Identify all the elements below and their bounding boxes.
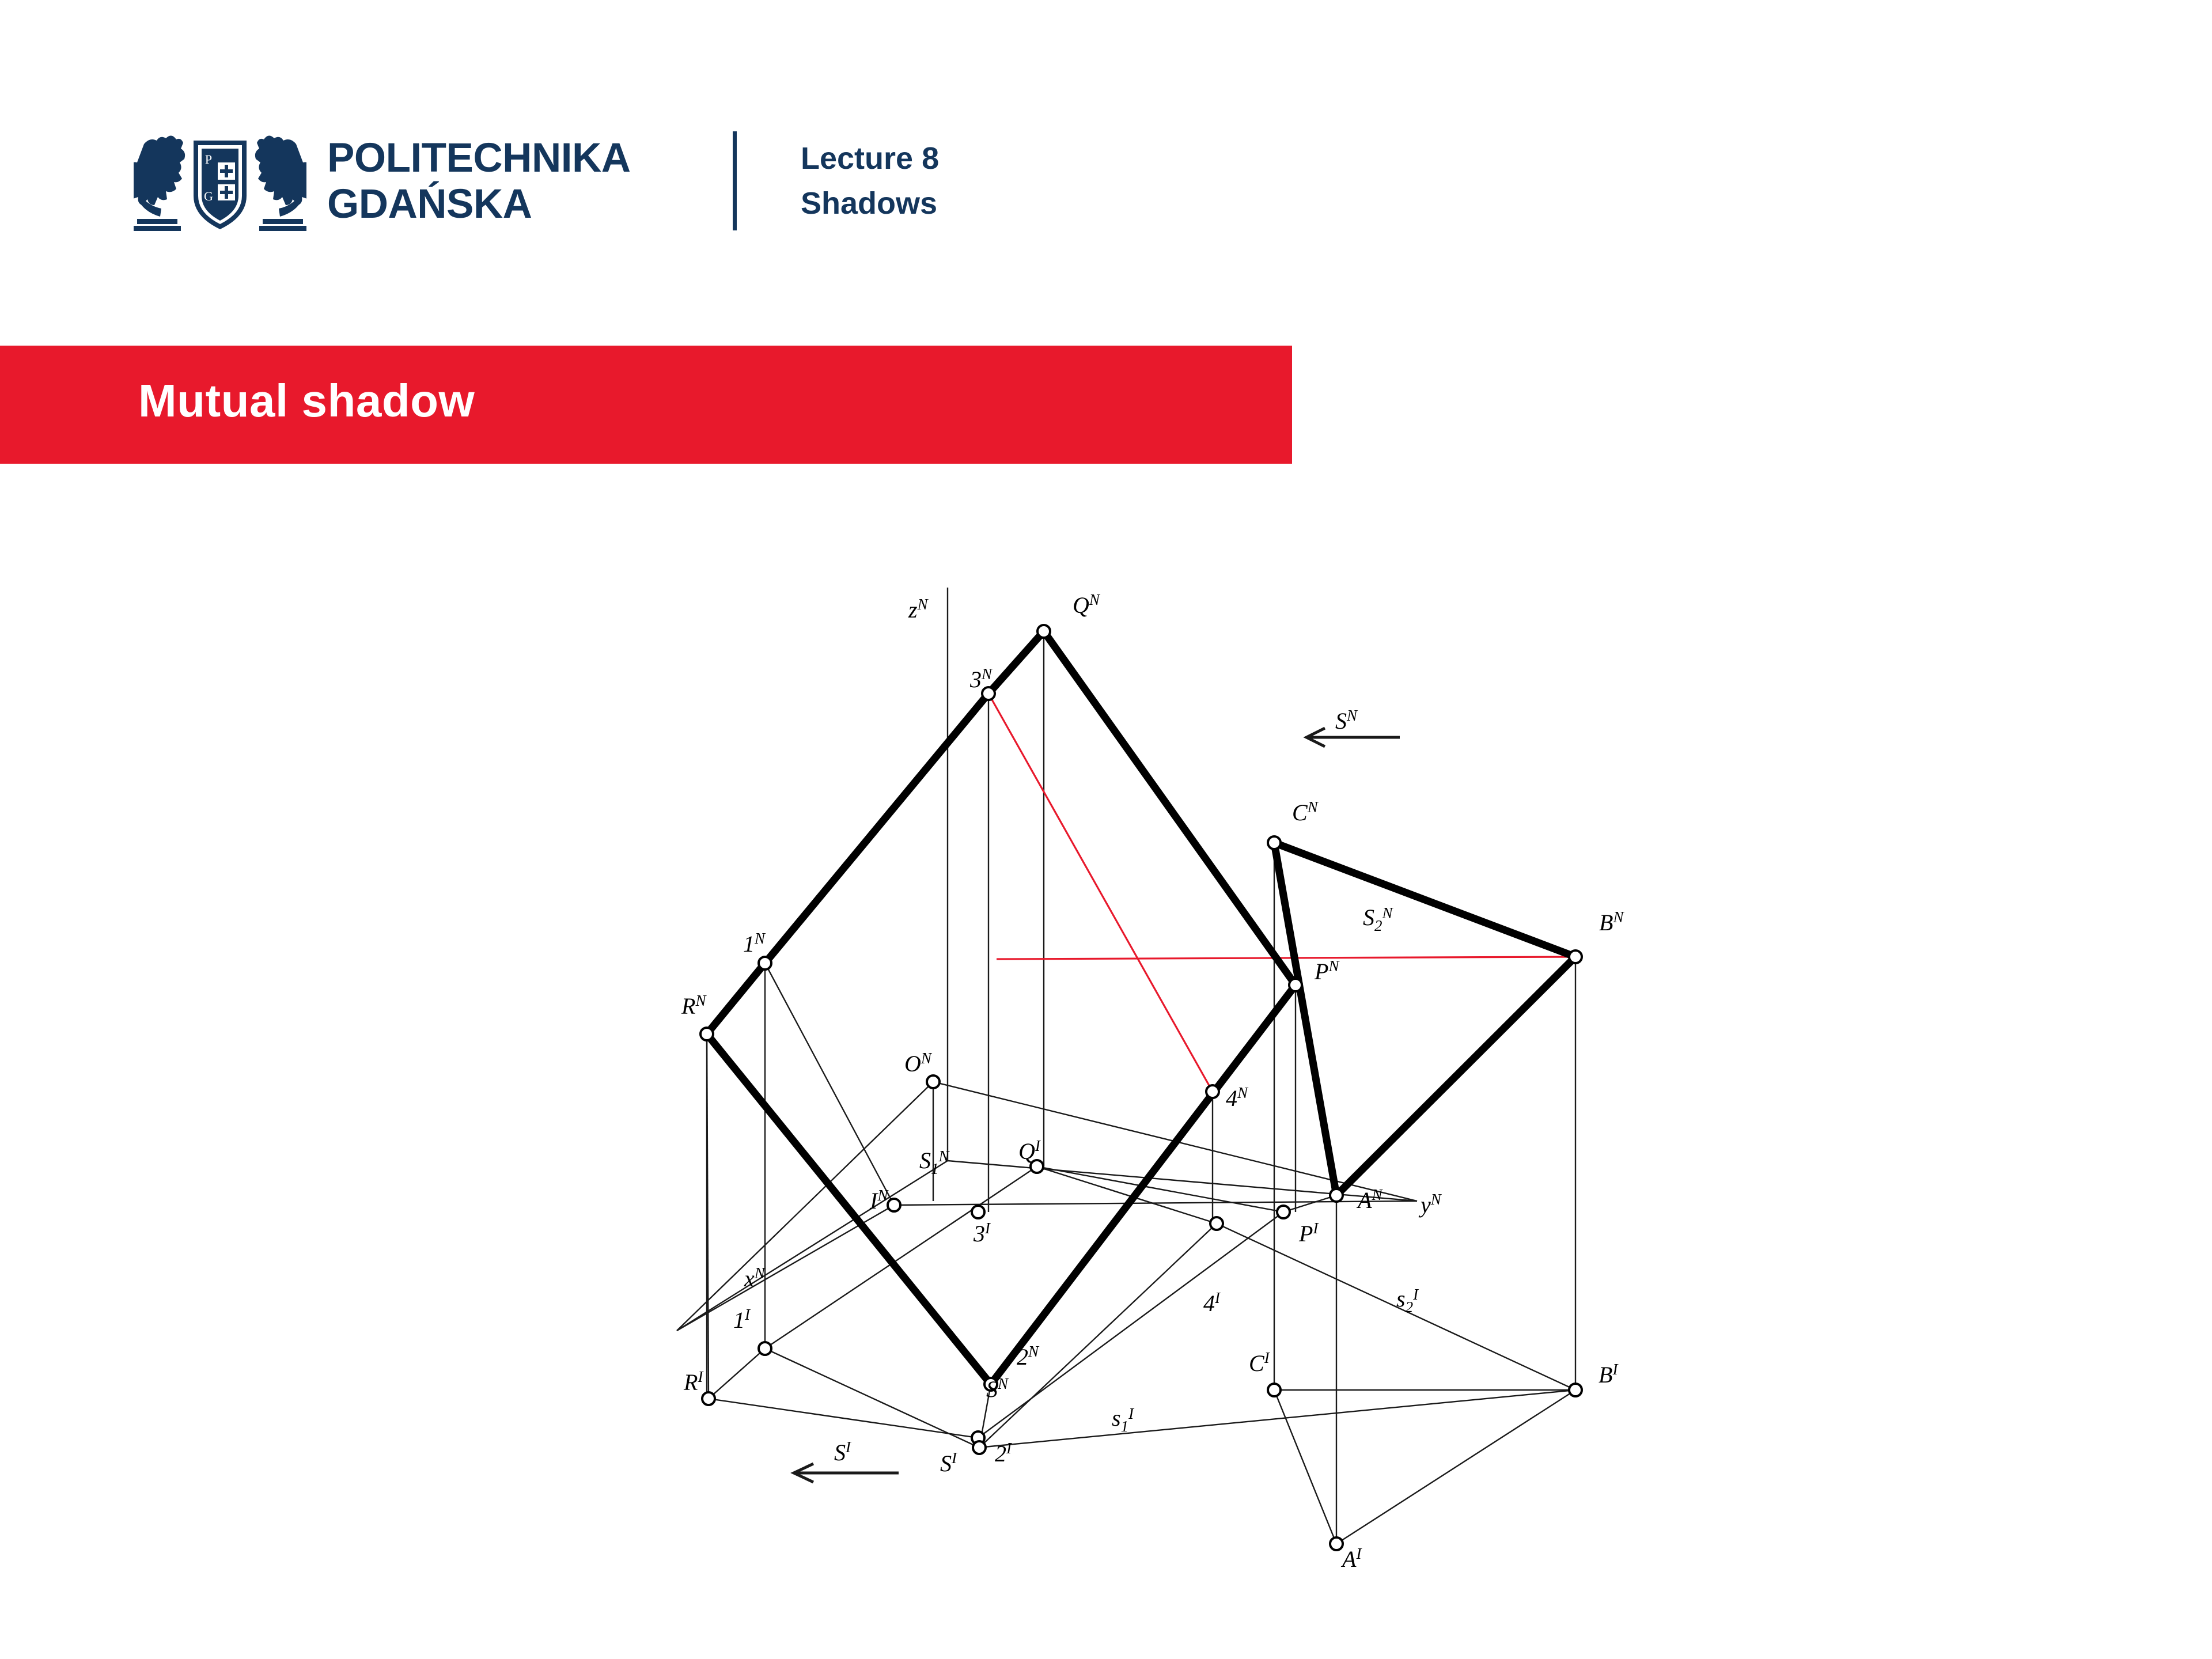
point-label-CI: $C^I$ — [1249, 1349, 1270, 1376]
point-label-SI_arrow: $S^I$ — [834, 1438, 851, 1465]
point-label-4I: $4^I$ — [1203, 1289, 1220, 1316]
point-label-xN: $x^N$ — [744, 1264, 765, 1291]
point-label-S2N: $S_2^N$ — [1363, 904, 1393, 934]
point-label-SN_arrow: $S^N$ — [1335, 707, 1358, 734]
technical-drawing — [0, 478, 2212, 1659]
university-name-line1: POLITECHNIKA — [327, 135, 631, 181]
svg-text:G: G — [204, 189, 213, 203]
slide-header — [0, 0, 2212, 323]
light-direction-arrows — [794, 728, 1400, 1482]
point-label-CN: $C^N$ — [1292, 798, 1318, 825]
point-label-PN: $P^N$ — [1315, 957, 1339, 984]
svg-text:P: P — [204, 152, 213, 166]
point-label-IN: $I^N$ — [870, 1187, 888, 1214]
point-label-yN: $y^N$ — [1421, 1191, 1441, 1218]
solid-outlines — [707, 631, 1575, 1384]
point-label-3N: $3^N$ — [970, 665, 993, 692]
point-label-AI: $A^I$ — [1342, 1545, 1362, 1572]
axonometric-projection-svg — [0, 478, 2212, 1659]
lecture-topic: Shadows — [801, 186, 938, 221]
point-label-SN2: $S^N$ — [986, 1375, 1009, 1402]
page-title: Mutual shadow — [138, 375, 475, 426]
slide-title-band — [0, 346, 1292, 464]
header-divider — [733, 131, 737, 230]
point-label-PI: $P^I$ — [1299, 1219, 1319, 1247]
pg-crest-icon — [134, 128, 306, 234]
point-label-2N: $2^N$ — [1017, 1343, 1039, 1370]
point-label-SI: $S^I$ — [940, 1449, 957, 1476]
construction-lines — [677, 588, 1575, 1544]
point-label-1I: $1^I$ — [733, 1306, 750, 1333]
point-label-1N: $1^N$ — [743, 930, 766, 957]
point-label-RI: $R^I$ — [684, 1368, 703, 1395]
point-label-RN: $R^N$ — [681, 992, 706, 1019]
point-label-AN: $A^N$ — [1358, 1186, 1382, 1213]
point-label-S1N: $S_1^N$ — [919, 1147, 949, 1177]
university-name — [327, 135, 631, 227]
point-label-2I: $2^I$ — [995, 1440, 1012, 1467]
point-label-QN: $Q^N$ — [1073, 591, 1100, 618]
point-label-4N: $4^N$ — [1226, 1084, 1248, 1111]
point-label-S1I: $s_1^I$ — [1112, 1405, 1134, 1435]
point-label-QI: $Q^I$ — [1018, 1137, 1040, 1164]
point-label-S2I: $s_2^I$ — [1396, 1286, 1419, 1316]
point-label-BN: $B^N$ — [1599, 908, 1624, 935]
point-label-3I: $3^I$ — [974, 1219, 990, 1247]
diagram-labels — [681, 591, 1624, 1572]
lecture-info — [801, 136, 939, 226]
university-name-line2: GDAŃSKA — [327, 181, 532, 227]
point-label-BI: $B^I$ — [1599, 1361, 1618, 1388]
point-label-zN: $z^N$ — [908, 596, 928, 623]
lecture-number: Lecture 8 — [801, 141, 940, 176]
point-label-ON: $O^N$ — [904, 1050, 931, 1077]
university-logo — [134, 128, 631, 234]
